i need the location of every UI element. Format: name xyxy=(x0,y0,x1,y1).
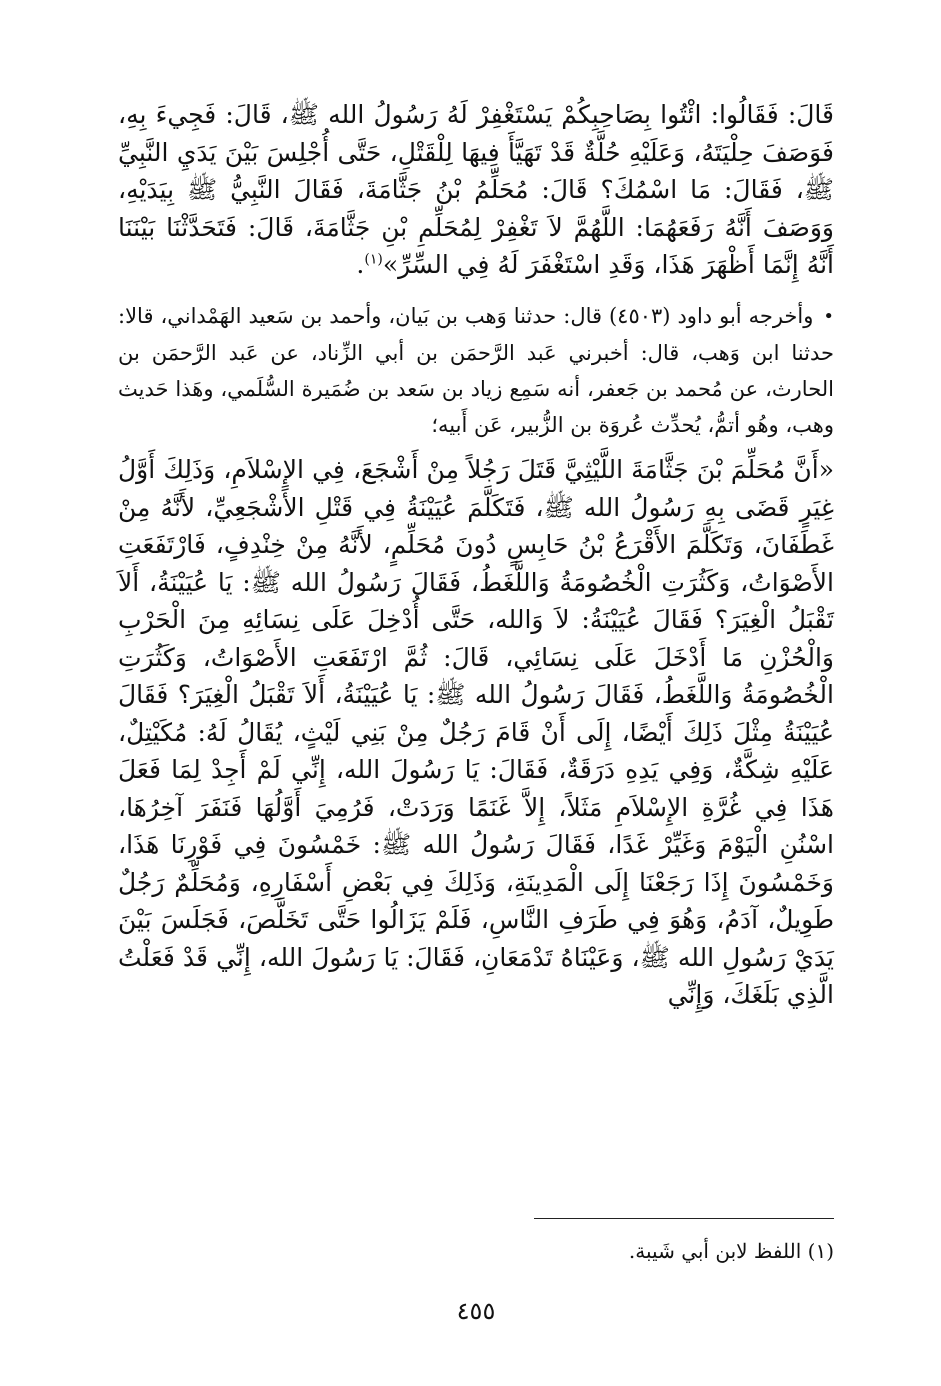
hadith-text-block: «أَنَّ مُحَلِّمَ بْنَ جَثَّامَةَ اللَّيْثِيَّ قَتَلَ رَجُلاً مِنْ أَشْجَعَ، فِي الإِسْلاَمِ، وَذَلِكَ أَوَّلُ غِيَرٍ قَضَى بِهِ رَسُولُ الله ﷺ، فَتَكَلَّمَ عُيَيْنَةُ فِي قَتْلِ الأَشْجَعِيِّ، لأَنَّهُ مِنْ غَطَفَانَ، وَتَكَلَّمَ الأَقْرَعُ بْنُ حَابِسٍ دُونَ مُحَلِّمٍ، لأَنَّهُ مِنْ خِنْدِفٍ، فَارْتَفَعَتِ الأَصْوَاتُ، وَكَثُرَتِ الْخُصُومَةُ وَاللَّغَطُ، فَقَالَ رَسُولُ الله ﷺ: يَا عُيَيْنَةُ، أَلاَ تَقْبَلُ الْغِيَرَ؟ فَقَالَ عُيَيْنَةُ: لاَ وَالله، حَتَّى أُدْخِلَ عَلَى نِسَائِهِ مِنَ الْحَرْبِ وَالْحُزْنِ مَا أَدْخَلَ عَلَى نِسَائِي، قَالَ: ثُمَّ ارْتَفَعَتِ الأَصْوَاتُ، وَكَثُرَتِ الْخُصُومَةُ وَاللَّغَطُ، فَقَالَ رَسُولُ الله ﷺ: يَا عُيَيْنَةُ، أَلاَ تَقْبَلُ الْغِيَرَ؟ فَقَالَ عُيَيْنَةُ مِثْلَ ذَلِكَ أَيْضًا، إِلَى أَنْ قَامَ رَجُلٌ مِنْ بَنِي لَيْثٍ، يُقَالُ لَهُ: مُكَيْتِلٌ، عَلَيْهِ شِكَّةٌ، وَفِي يَدِهِ دَرَقَةٌ، فَقَالَ: يَا رَسُولَ الله، إِنِّي لَمْ أَجِدْ لِمَا فَعَلَ هَذَا فِي غُرَّةِ الإِسْلاَمِ مَثَلاً، إِلاَّ غَنَمًا وَرَدَتْ، فَرُمِيَ أَوَّلُهَا فَنَفَرَ آخِرُهَا، اسْنُنِ الْيَوْمَ وَغَيِّرْ غَدًا، فَقَالَ رَسُولُ الله ﷺ: خَمْسُونَ فِي فَوْرِنَا هَذَا، وَخَمْسُونَ إِذَا رَجَعْنَا إِلَى الْمَدِينَةِ، وَذَلِكَ فِي بَعْضِ أَسْفَارِهِ، وَمُحَلِّمٌ رَجُلٌ طَوِيلٌ، آدَمُ، وَهُوَ فِي طَرَفِ النَّاسِ، فَلَمْ يَزَالُوا حَتَّى تَخَلَّصَ، فَجَلَسَ بَيْنَ يَدَيْ رَسُولِ الله ﷺ، وَعَيْنَاهُ تَدْمَعَانِ، فَقَالَ: يَا رَسُولَ الله، إِنِّي قَدْ فَعَلْتُ الَّذِي بَلَغَكَ، وَإِنِّي xyxy=(118,455,834,1009)
footnote: (١) اللفظ لابن أبي شَيبة. xyxy=(628,1239,834,1263)
hadith-text-continuation-body: قَالَ: فَقَالُوا: ائْتُوا بِصَاحِبِكُمْ يَسْتَغْفِرْ لَهُ رَسُولُ الله ﷺ، قَالَ: فَجِيءَ بِهِ، فَوَصَفَ حِلْيَتَهُ، وَعَلَيْهِ حُلَّةٌ قَدْ تَهَيَّأَ فِيهَا لِلْقَتْلِ، حَتَّى أُجْلِسَ بَيْنَ يَدَيِ النَّبِيِّ ﷺ، فَقَالَ: مَا اسْمُكَ؟ قَالَ: مُحَلِّمُ بْنُ جَثَّامَةَ، فَقَالَ النَّبِيُّ ﷺ بِيَدَيْهِ، وَوَصَفَ أَنَّهُ رَفَعَهُمَا: اللَّهُمَّ لاَ تَغْفِرْ لِمُحَلِّمِ بْنِ جَثَّامَةَ، قَالَ: فَتَحَدَّثْنَا بَيْنَنَا أَنَّهُ إِنَّمَا أَظْهَرَ هَذَا، وَقَدِ اسْتَغْفَرَ لَهُ فِي السِّرِّ» xyxy=(118,100,834,279)
book-page xyxy=(118,96,834,1336)
chain-of-narration-text: وأخرجه أبو داود (٤٥٠٣) قال: حدثنا وَهب بن بَيان، وأحمد بن سَعيد الهَمْداني، قالا: حدثنا ابن وَهب، قال: أخبرني عَبد الرَّحمَن بن أبي الزِّناد، عن عَبد الرَّحمَن بن الحارث، عن مُحمد بن جَعفر، أنه سَمِع زياد بن سَعد بن ضُمَيرة السُّلَمي، وهَذا حَديث وهب، وهُو أتمُّ، يُحدِّث عُروَة بن الزُّبير، عَن أَبيه؛ xyxy=(118,303,834,437)
bullet-icon: • xyxy=(823,306,834,327)
footnote-divider xyxy=(534,1218,834,1219)
hadith-text-continuation: قَالَ: فَقَالُوا: ائْتُوا بِصَاحِبِكُمْ يَسْتَغْفِرْ لَهُ رَسُولُ الله ﷺ، قَالَ: فَجِيءَ بِهِ، فَوَصَفَ حِلْيَتَهُ، وَعَلَيْهِ حُلَّةٌ قَدْ تَهَيَّأَ فِيهَا لِلْقَتْلِ، حَتَّى أُجْلِسَ بَيْنَ يَدَيِ النَّبِيِّ ﷺ، فَقَالَ: مَا اسْمُكَ؟ قَالَ: مُحَلِّمُ بْنُ جَثَّامَةَ، فَقَالَ النَّبِيُّ ﷺ بِيَدَيْهِ، وَوَصَفَ أَنَّهُ رَفَعَهُمَا: اللَّهُمَّ لاَ تَغْفِرْ لِمُحَلِّمِ بْنِ جَثَّامَةَ، قَالَ: فَتَحَدَّثْنَا بَيْنَنَا أَنَّهُ إِنَّمَا أَظْهَرَ هَذَا، وَقَدِ اسْتَغْفَرَ لَهُ فِي السِّرِّ»$^{(١)}$. xyxy=(118,100,834,279)
page-number: ٤٥٥ xyxy=(456,1297,496,1325)
chain-of-narration-paragraph xyxy=(118,298,834,444)
footnote-reference: (١) xyxy=(364,251,383,268)
